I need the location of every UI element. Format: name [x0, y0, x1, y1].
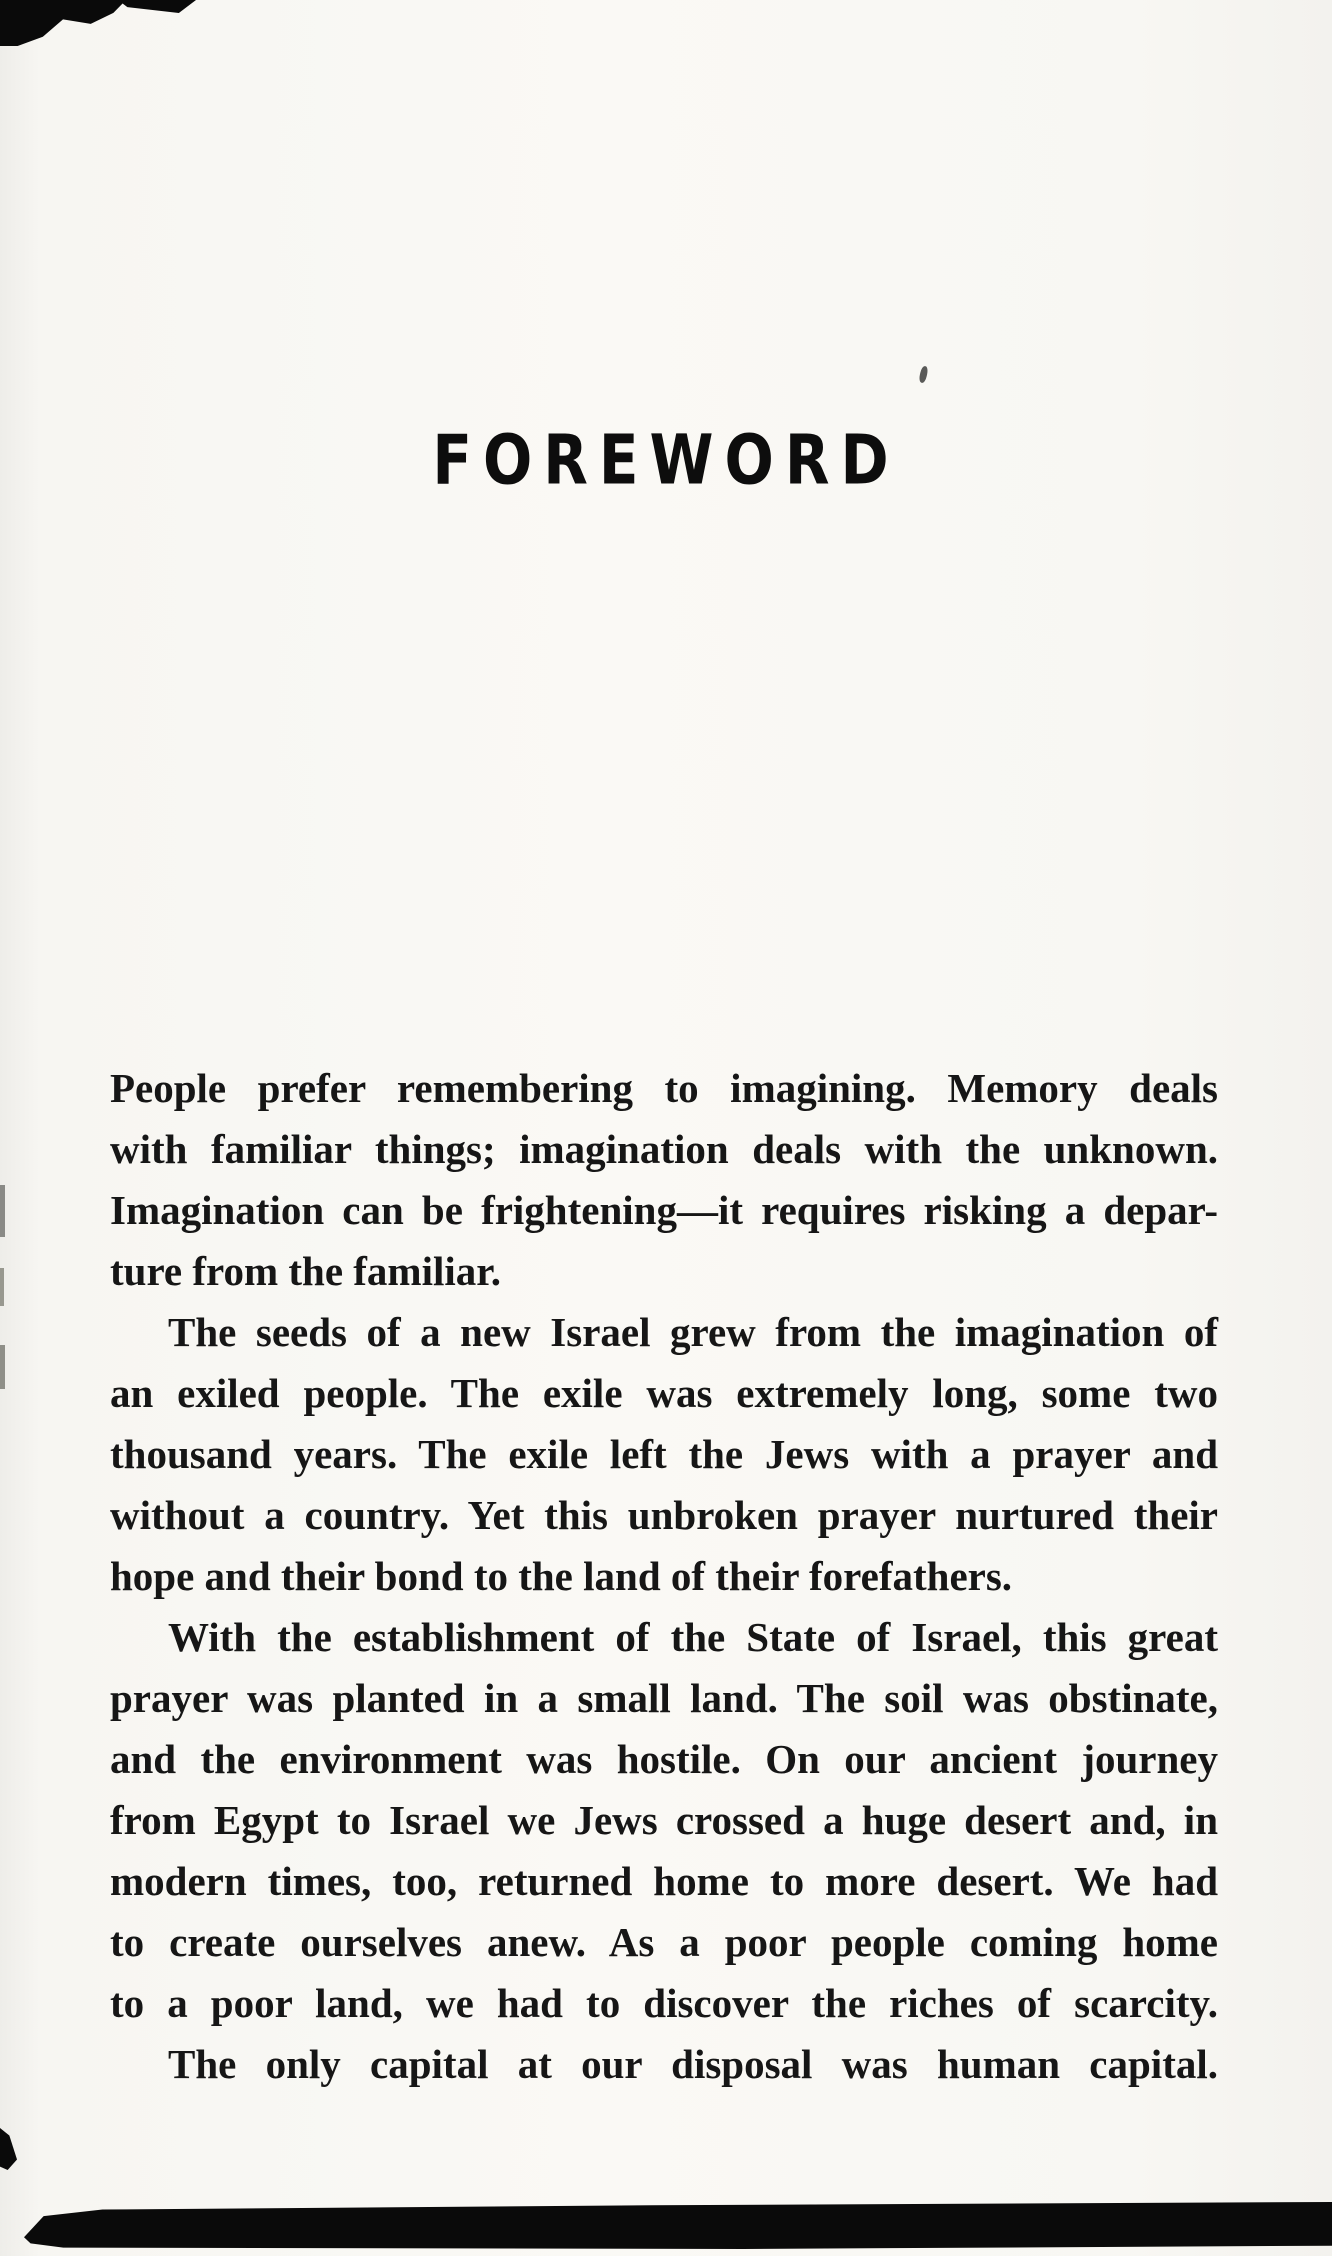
text-line: thousand years. The exile left the Jews with a prayer and [110, 1431, 1218, 1477]
text-line: and the environment was hostile. On our ancient journey [110, 1736, 1218, 1782]
text-line: an exiled people. The exile was extremely long, some two [110, 1370, 1218, 1416]
scan-artifact-bottom-left [0, 2128, 17, 2170]
text-line: The only capital at our disposal was human capital. [168, 2041, 1218, 2087]
scan-artifact-left-dash [0, 1185, 5, 1237]
text-line: The seeds of a new Israel grew from the imagination of [168, 1309, 1218, 1355]
text-line: prayer was planted in a small land. The soil was obstinate, [110, 1675, 1218, 1721]
body-text-block [110, 1058, 1218, 2095]
text-line: hope and their bond to the land of their forefathers. [110, 1553, 1013, 1599]
text-line: from Egypt to Israel we Jews crossed a huge desert and, in [110, 1797, 1218, 1843]
text-line: With the establishment of the State of Israel, this great [168, 1614, 1218, 1660]
scan-artifact-speck [918, 365, 928, 383]
scan-artifact-left-dash [0, 1345, 5, 1389]
text-line: to create ourselves anew. As a poor people coming home [110, 1919, 1218, 1965]
scan-artifact-top-left-blob [0, 0, 126, 46]
text-line: without a country. Yet this unbroken prayer nurtured their [110, 1492, 1218, 1538]
chapter-title: FOREWORD [432, 420, 900, 501]
text-line: with familiar things; imagination deals with the unknown. [110, 1126, 1218, 1172]
text-line: to a poor land, we had to discover the riches of scarcity. [110, 1980, 1218, 2026]
scan-artifact-bottom-bar [24, 2202, 1332, 2249]
scan-artifact-left-dash [0, 1268, 4, 1306]
scan-artifact-top-edge [118, 0, 196, 13]
text-line: modern times, too, returned home to more desert. We had [110, 1858, 1218, 1904]
text-line: People prefer remembering to imagining. Memory deals [110, 1065, 1218, 1111]
text-line: ture from the familiar. [110, 1248, 501, 1294]
text-line: Imagination can be frightening—it requires risking a depar- [110, 1187, 1218, 1233]
